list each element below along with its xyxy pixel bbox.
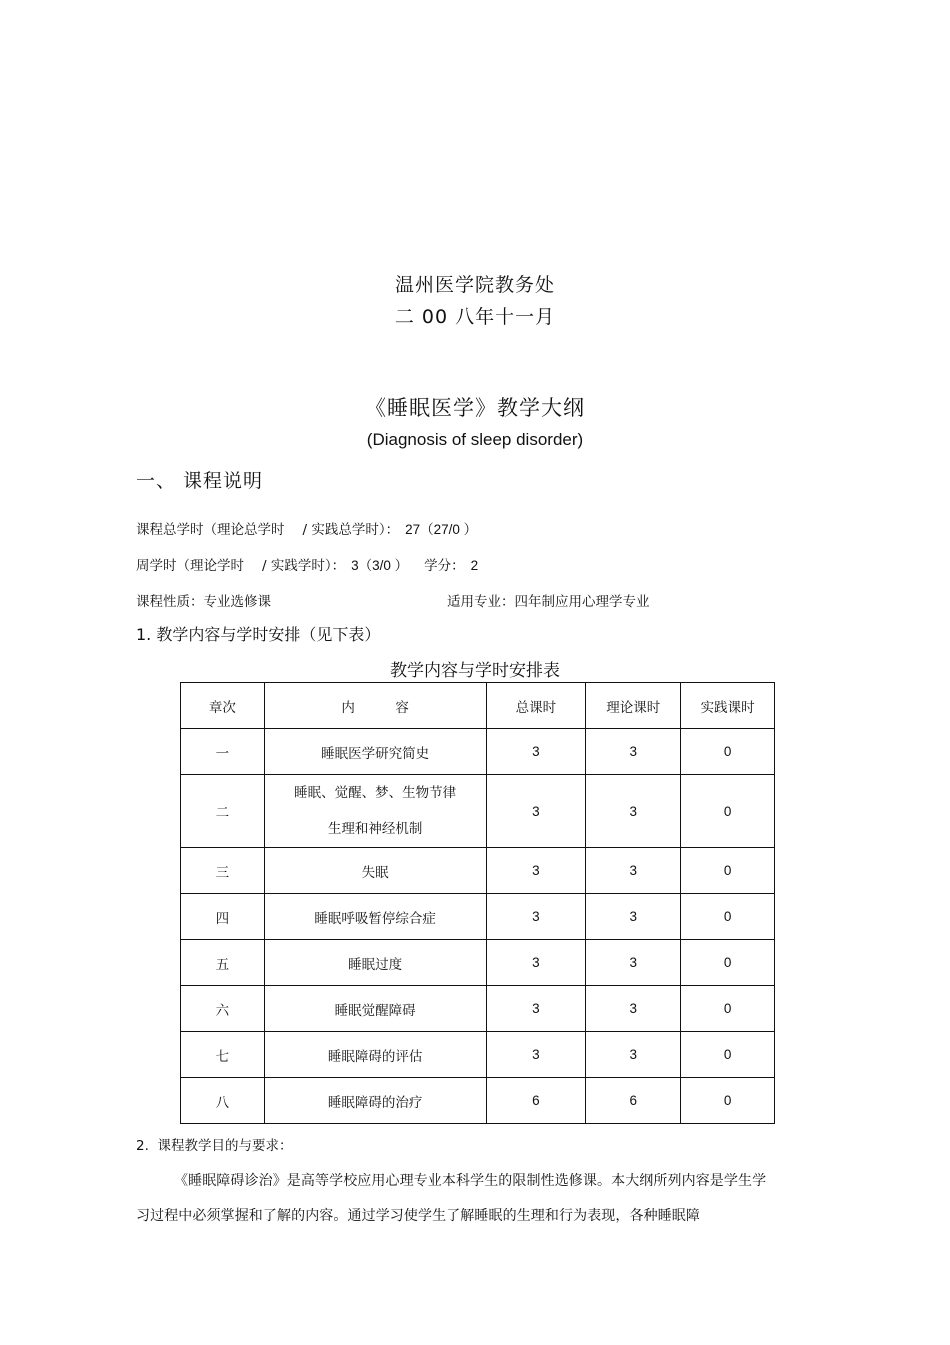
cell-theory: 3 — [586, 775, 681, 848]
cell-content: 睡眠医学研究简史 — [264, 729, 486, 775]
cell-total: 3 — [486, 848, 586, 894]
cell-chapter: 七 — [181, 1032, 265, 1078]
cell-chapter: 三 — [181, 848, 265, 894]
table-header-row — [181, 683, 775, 729]
cell-content: 睡眠呼吸暂停综合症 — [264, 894, 486, 940]
table-row — [181, 894, 775, 940]
header-practice-hours: 实践课时 — [681, 683, 775, 729]
cell-practice: 0 — [681, 848, 775, 894]
cell-total: 3 — [486, 986, 586, 1032]
cell-content: 失眠 — [264, 848, 486, 894]
table-row — [181, 940, 775, 986]
header-chapter: 章次 — [181, 683, 265, 729]
header-content: 内 容 — [264, 683, 486, 729]
cell-theory: 3 — [586, 894, 681, 940]
cell-chapter: 六 — [181, 986, 265, 1032]
cell-theory: 6 — [586, 1078, 681, 1124]
weekly-hours-value: 3（3/0 ） — [351, 558, 409, 573]
teaching-schedule-table — [180, 682, 775, 1124]
document-title: 《睡眠医学》教学大纲 — [365, 396, 585, 420]
weekly-hours-row — [136, 554, 478, 574]
table-row — [181, 986, 775, 1032]
table-row — [181, 848, 775, 894]
cell-chapter: 一 — [181, 729, 265, 775]
cell-content: 睡眠障碍的治疗 — [264, 1078, 486, 1124]
issue-date: 二 00 八年十一月 — [394, 306, 556, 328]
cell-theory: 3 — [586, 848, 681, 894]
total-hours-row — [136, 518, 477, 538]
cell-total: 3 — [486, 729, 586, 775]
cell-total: 3 — [486, 940, 586, 986]
weekly-hours-label-practice: / 实践学时）： — [262, 558, 346, 574]
cell-theory: 3 — [586, 986, 681, 1032]
cell-practice: 0 — [681, 940, 775, 986]
table-row — [181, 775, 775, 848]
cell-practice: 0 — [681, 1032, 775, 1078]
cell-content: 睡眠障碍的评估 — [264, 1032, 486, 1078]
cell-chapter: 八 — [181, 1078, 265, 1124]
header-theory-hours: 理论课时 — [586, 683, 681, 729]
cell-total: 3 — [486, 894, 586, 940]
cell-practice: 0 — [681, 729, 775, 775]
cell-chapter: 二 — [181, 775, 265, 848]
issuer-name: 温州医学院教务处 — [394, 274, 555, 296]
cell-practice: 0 — [681, 775, 775, 848]
credits-label: 学分： — [424, 558, 465, 574]
header-total-hours: 总课时 — [486, 683, 586, 729]
cell-total: 3 — [486, 1032, 586, 1078]
subsection-heading-schedule: 1. 教学内容与学时安排（见下表） — [136, 625, 381, 644]
cell-content: 睡眠过度 — [264, 940, 486, 986]
total-hours-label-practice: / 实践总学时）： — [302, 522, 400, 538]
cell-practice: 0 — [681, 986, 775, 1032]
cell-total: 3 — [486, 775, 586, 848]
total-hours-label: 课程总学时（理论总学时 — [136, 522, 285, 538]
document-english-title: (Diagnosis of sleep disorder) — [366, 430, 584, 449]
cell-content: 睡眠、觉醒、梦、生物节律 生理和神经机制 — [264, 775, 486, 848]
table-caption: 教学内容与学时安排表 — [390, 661, 560, 681]
cell-chapter: 四 — [181, 894, 265, 940]
weekly-hours-label: 周学时（理论学时 — [136, 558, 244, 574]
cell-theory: 3 — [586, 729, 681, 775]
course-type: 课程性质：专业选修课 — [136, 594, 271, 610]
total-hours-value: 27（27/0 ） — [405, 522, 478, 537]
table-row — [181, 1078, 775, 1124]
credits-value: 2 — [470, 558, 479, 573]
objectives-paragraph: 《睡眠障碍诊治》是高等学校应用心理专业本科学生的限制性选修课。本大纲所列内容是学生学习过程中必须掌握和了解的内容。通过学习使学生了解睡眠的生理和行为表现，各种睡眠障 — [136, 1173, 767, 1224]
cell-content: 睡眠觉醒障碍 — [264, 986, 486, 1032]
cell-total: 6 — [486, 1078, 586, 1124]
cell-theory: 3 — [586, 1032, 681, 1078]
cell-practice: 0 — [681, 1078, 775, 1124]
section-heading-objectives: 2. 课程教学目的与要求： — [136, 1138, 293, 1154]
applicable-major: 适用专业：四年制应用心理学专业 — [447, 594, 650, 610]
cell-theory: 3 — [586, 940, 681, 986]
cell-practice: 0 — [681, 894, 775, 940]
table-row — [181, 1032, 775, 1078]
table-row — [181, 729, 775, 775]
section-heading-course-description: 一、 课程说明 — [136, 470, 264, 492]
cell-chapter: 五 — [181, 940, 265, 986]
